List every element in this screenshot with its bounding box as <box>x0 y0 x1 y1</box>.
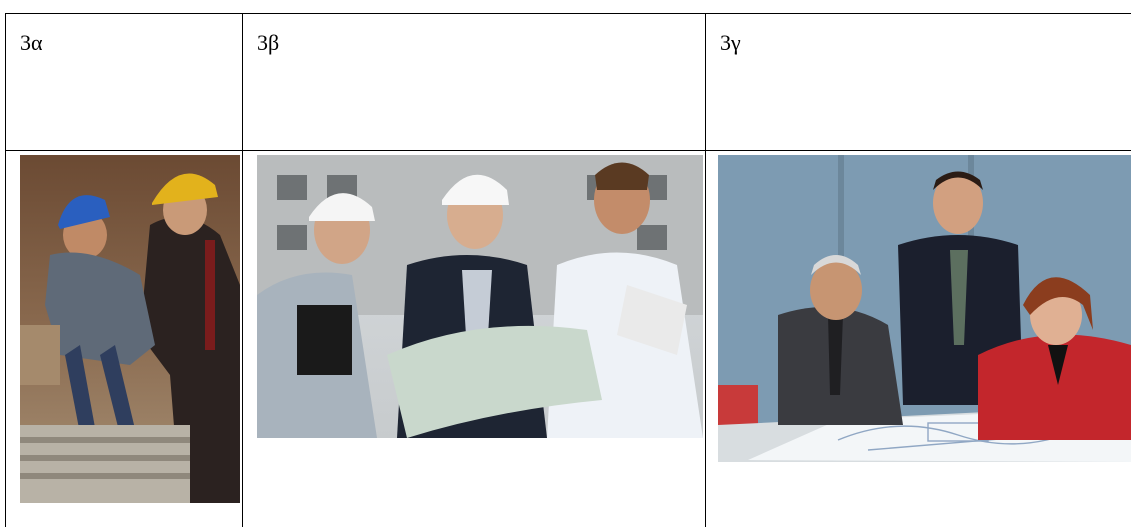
column-label-3alpha: 3α <box>20 30 43 55</box>
engineers-with-blueprint-photo <box>257 155 703 438</box>
column-label-3beta: 3β <box>257 30 280 55</box>
table-left-border <box>5 13 6 527</box>
table-top-border <box>5 13 1131 14</box>
table-column-divider-1 <box>242 13 243 527</box>
construction-workers-photo <box>20 155 240 503</box>
table-row-divider <box>5 150 1131 151</box>
column-label-3gamma: 3γ <box>720 30 741 55</box>
office-meeting-photo <box>718 155 1131 462</box>
table-column-divider-2 <box>705 13 706 527</box>
